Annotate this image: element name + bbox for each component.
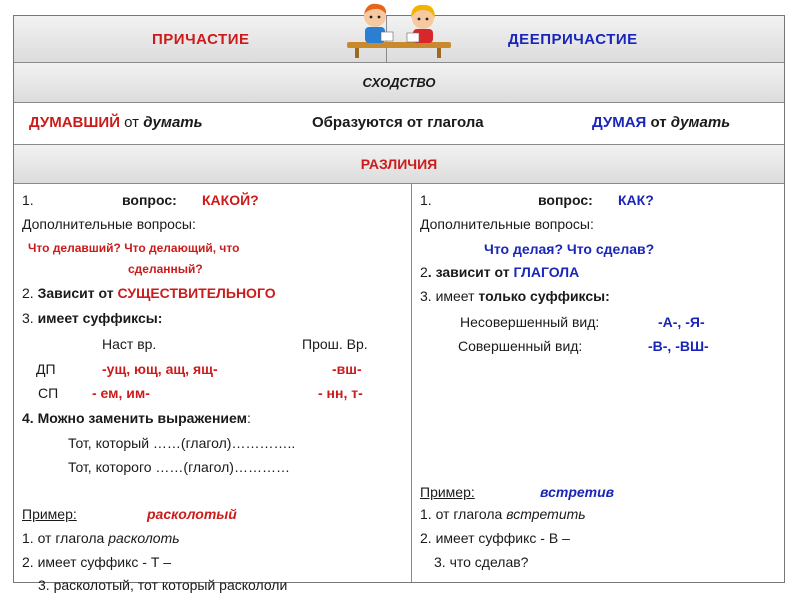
left-example-word: расколотый xyxy=(147,506,237,522)
suf-prefix: 3. xyxy=(22,310,38,326)
participle-example: ДУМАВШИЙ xyxy=(29,114,120,131)
dep-label: Зависит от xyxy=(37,285,114,301)
header-participle: ПРИЧАСТИЕ xyxy=(152,31,250,48)
dep-prefix: 2 xyxy=(420,264,428,280)
left-ex1 xyxy=(22,530,180,546)
left-add-q1: Что делавший? Что делающий, что xyxy=(28,241,240,255)
left-add-title: Дополнительные вопросы: xyxy=(22,216,196,232)
dep-value: ГЛАГОЛА xyxy=(513,264,580,280)
left-repl1: Тот, который ……(глагол)………….. xyxy=(68,435,296,451)
right-q-label: вопрос: xyxy=(538,192,593,208)
participle-column xyxy=(22,184,407,593)
from-word: от xyxy=(650,114,667,131)
similarity-right xyxy=(592,114,730,131)
left-q-value: КАКОЙ? xyxy=(202,192,259,208)
left-example-label: Пример: xyxy=(22,506,77,522)
dep-label: . зависит от xyxy=(427,264,510,280)
dep-value: СУЩЕСТВИТЕЛЬНОГО xyxy=(117,285,276,301)
participle-verb: думать xyxy=(143,114,203,131)
right-add-q: Что делая? Что сделав? xyxy=(484,241,655,257)
ex1-prefix: 1. от глагола xyxy=(22,530,105,546)
header-adverbial-participle: ДЕЕПРИЧАСТИЕ xyxy=(508,31,638,48)
adverbial-verb: думать xyxy=(670,114,731,131)
ex1-prefix: 1. от глагола xyxy=(420,506,503,522)
dp-label: ДП xyxy=(36,361,56,377)
similarity-row xyxy=(14,63,784,103)
left-q-num: 1. xyxy=(22,192,34,208)
differences-row xyxy=(14,145,784,184)
right-ex2: 2. имеет суффикс - В – xyxy=(420,530,570,546)
right-q-value: КАК? xyxy=(618,192,654,208)
ex1-verb: расколоть xyxy=(108,530,180,546)
imperfective-value: -А-, -Я- xyxy=(658,314,705,330)
boy-figure xyxy=(364,4,393,43)
adverbial-column xyxy=(420,184,780,582)
right-ex1 xyxy=(420,506,586,522)
dp-past: -вш- xyxy=(332,361,362,377)
desk-shape xyxy=(347,42,451,48)
left-ex3: 3. расколотый, тот который раскололи xyxy=(38,577,288,593)
differences-title: РАЗЛИЧИЯ xyxy=(360,156,438,172)
tense-present: Наст вр. xyxy=(102,336,157,352)
sp-past: - нн, т- xyxy=(318,385,363,401)
right-ex3: 3. что сделав? xyxy=(434,554,529,570)
replace-label: 4. Можно заменить выражением xyxy=(22,410,247,426)
dep-prefix: 2. xyxy=(22,285,38,301)
perfective-value: -В-, -ВШ- xyxy=(648,338,709,354)
left-repl2: Тот, которого ……(глагол)………… xyxy=(68,459,290,475)
dp-present: -ущ, ющ, ащ, ящ- xyxy=(102,361,218,377)
left-q-label: вопрос: xyxy=(122,192,177,208)
similarity-middle: Образуются от глагола xyxy=(312,114,484,131)
right-q-num: 1. xyxy=(420,192,432,208)
left-dependency xyxy=(22,285,276,301)
similarity-left xyxy=(29,114,203,131)
imperfective-label: Несовершенный вид: xyxy=(460,314,600,330)
suf-label: имеет суффиксы: xyxy=(37,310,163,326)
suf-label: только суффиксы: xyxy=(478,288,610,304)
left-ex2: 2. имеет суффикс - Т – xyxy=(22,554,172,570)
similarity-content-row xyxy=(14,103,784,145)
ex1-verb: встретить xyxy=(506,506,586,522)
right-example-label: Пример: xyxy=(420,484,475,500)
right-suffixes xyxy=(420,288,610,304)
left-replace xyxy=(22,410,251,426)
suf-prefix: 3. имеет xyxy=(420,288,475,304)
sp-label: СП xyxy=(38,385,59,401)
right-example-word: встретив xyxy=(540,484,615,500)
perfective-label: Совершенный вид: xyxy=(458,338,583,354)
comparison-table xyxy=(13,15,785,593)
column-divider xyxy=(411,184,412,582)
girl-figure xyxy=(407,5,435,43)
from-word: от xyxy=(124,114,140,131)
sp-present: - ем, им- xyxy=(92,385,150,401)
replace-colon: : xyxy=(246,410,251,426)
children-reading-clipart xyxy=(345,2,455,58)
tense-past: Прош. Вр. xyxy=(302,336,368,352)
left-add-q2: сделанный? xyxy=(128,262,203,276)
right-add-title: Дополнительные вопросы: xyxy=(420,216,594,232)
adverbial-example: ДУМАЯ xyxy=(592,114,647,131)
left-suffixes xyxy=(22,310,162,326)
similarity-title: СХОДСТВО xyxy=(362,75,436,90)
right-dependency xyxy=(420,264,579,280)
